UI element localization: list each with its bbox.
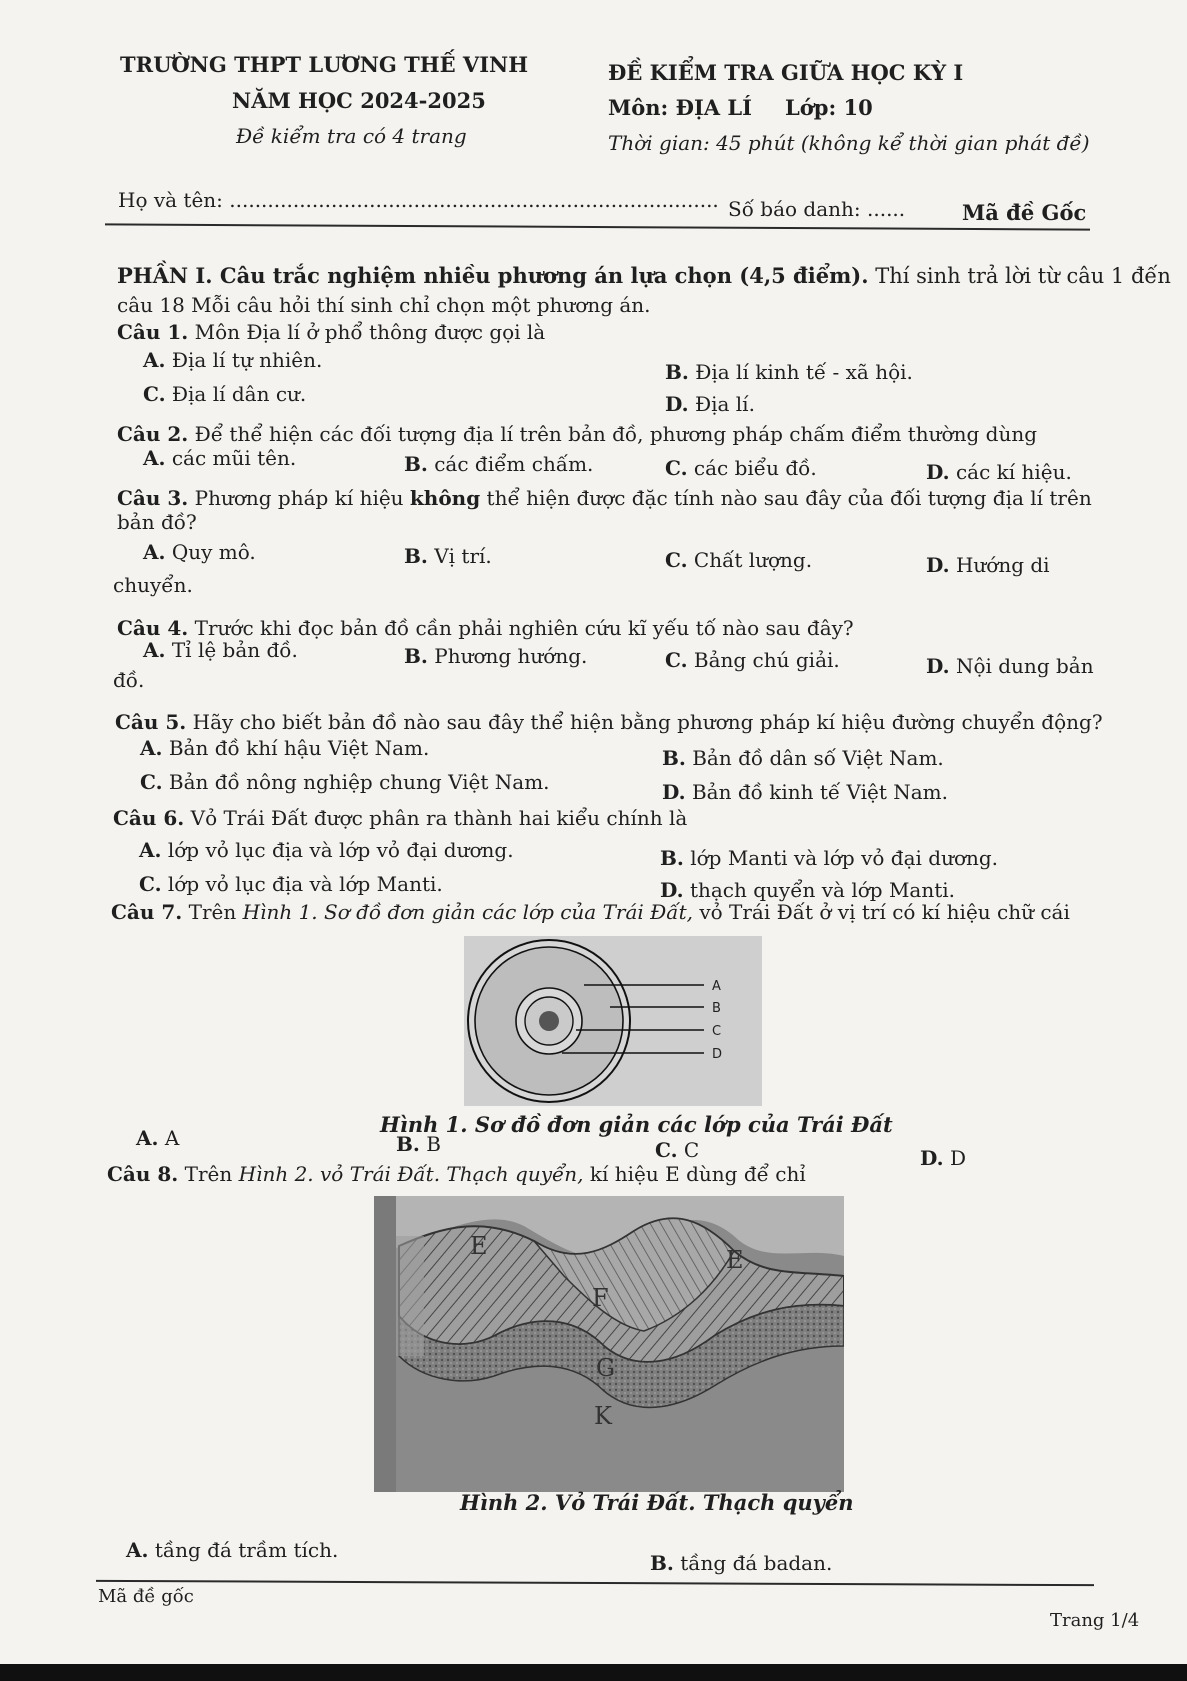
question-label: Câu 4.: [117, 616, 189, 640]
figure-lithosphere: [374, 1196, 844, 1492]
q4-option-d: D. Nội dung bản: [926, 654, 1094, 678]
question-text: Môn Địa lí ở phổ thông được gọi là: [194, 320, 546, 344]
q8-option-b: B. tầng đá badan.: [650, 1551, 833, 1575]
q5-option-c: C. Bản đồ nông nghiệp chung Việt Nam.: [140, 770, 550, 794]
q7-option-b: B. B: [396, 1132, 441, 1156]
question-text: kí hiệu E dùng để chỉ: [589, 1162, 806, 1186]
fig1-label-c: C: [712, 1024, 722, 1039]
question-5: [115, 710, 1103, 734]
fig2-label-e-left: E: [470, 1232, 488, 1260]
q7-option-d: D. D: [920, 1146, 966, 1170]
q1-option-d: D. Địa lí.: [665, 392, 755, 416]
question-label: Câu 7.: [111, 900, 183, 924]
exam-code: Mã đề Gốc: [962, 200, 1087, 225]
scan-edge: [0, 1664, 1187, 1681]
question-1: [117, 320, 545, 344]
q4-option-b: B. Phương hướng.: [404, 644, 588, 668]
q3-option-b: B. Vị trí.: [404, 544, 492, 568]
question-label: Câu 3.: [117, 486, 189, 510]
grade-label: Lớp: 10: [785, 95, 873, 120]
question-text: Phương pháp kí hiệu: [194, 486, 404, 510]
question-label: Câu 8.: [107, 1162, 179, 1186]
q4-option-c: C. Bảng chú giải.: [665, 648, 840, 672]
question-3-cont: bản đồ?: [117, 510, 197, 534]
school-year: NĂM HỌC 2024-2025: [232, 88, 486, 113]
q3-option-d-cont: chuyển.: [113, 573, 193, 597]
figure-2-caption: Hình 2. Vỏ Trái Đất. Thạch quyển: [460, 1490, 854, 1515]
question-7: [111, 900, 1070, 924]
school-name: TRƯỜNG THPT LƯƠNG THẾ VINH: [120, 52, 529, 77]
question-text: Trên: [188, 900, 237, 924]
fig2-label-f: F: [592, 1284, 609, 1312]
question-text: Hãy cho biết bản đồ nào sau đây thể hiện bằng phương pháp kí hiệu đường chuyển động?: [192, 710, 1103, 734]
fig1-label-a: A: [712, 979, 721, 994]
question-text: thể hiện được đặc tính nào sau đây của đối tượng địa lí trên: [486, 486, 1092, 510]
q7-option-c: C. C: [655, 1138, 700, 1162]
question-text: Để thể hiện các đối tượng địa lí trên bản đồ, phương pháp chấm điểm thường dùng: [194, 422, 1038, 446]
question-label: Câu 5.: [115, 710, 187, 734]
fig2-label-g: G: [596, 1354, 616, 1382]
question-text: Trước khi đọc bản đồ cần phải nghiên cứu kĩ yếu tố nào sau đây?: [194, 616, 854, 640]
fig1-label-b: B: [712, 1001, 721, 1016]
earth-layers-diagram: [464, 936, 762, 1106]
figure-reference: Hình 1. Sơ đồ đơn giản các lớp của Trái Đất,: [242, 900, 693, 924]
question-text: Vỏ Trái Đất được phân ra thành hai kiểu chính là: [190, 806, 688, 830]
question-label: Câu 1.: [117, 320, 189, 344]
section-title-line: [117, 263, 1171, 288]
question-label: Câu 6.: [113, 806, 185, 830]
q2-option-b: B. các điểm chấm.: [404, 452, 594, 476]
question-label: Câu 2.: [117, 422, 189, 446]
q2-option-a: A. các mũi tên.: [143, 446, 297, 470]
time-note: Thời gian: 45 phút (không kể thời gian phát đề): [608, 131, 1090, 155]
question-text: vỏ Trái Đất ở vị trí có kí hiệu chữ cái: [699, 900, 1070, 924]
question-3: [117, 486, 1092, 510]
q5-option-b: B. Bản đồ dân số Việt Nam.: [662, 746, 944, 770]
q3-option-a: A. Quy mô.: [143, 540, 256, 564]
q5-option-d: D. Bản đồ kinh tế Việt Nam.: [662, 780, 949, 804]
q2-option-d: D. các kí hiệu.: [926, 460, 1072, 484]
exam-title: ĐỀ KIỂM TRA GIỮA HỌC KỲ I: [608, 60, 964, 85]
section-title: PHẦN I. Câu trắc nghiệm nhiều phương án lựa chọn (4,5 điểm).: [117, 263, 869, 288]
question-text: Trên: [184, 1162, 233, 1186]
question-4: [117, 616, 854, 640]
section-instruction-b: câu 18 Mỗi câu hỏi thí sinh chỉ chọn một phương án.: [117, 293, 651, 317]
section-instruction-a: Thí sinh trả lời từ câu 1 đến: [875, 264, 1171, 288]
q7-option-a: A. A: [136, 1126, 180, 1150]
pages-note: Đề kiểm tra có 4 trang: [236, 124, 467, 148]
footer-divider: [96, 1580, 1094, 1586]
q4-option-d-cont: đồ.: [113, 668, 145, 692]
q6-option-d: D. thạch quyển và lớp Manti.: [660, 878, 956, 902]
question-2: [117, 422, 1037, 446]
q1-option-b: B. Địa lí kinh tế - xã hội.: [665, 360, 913, 384]
header-divider: [105, 223, 1090, 230]
fig2-label-e-right: E: [726, 1246, 744, 1274]
figure-earth-layers: [464, 936, 762, 1106]
q5-option-a: A. Bản đồ khí hậu Việt Nam.: [140, 736, 430, 760]
figure-reference: Hình 2. vỏ Trái Đất. Thạch quyển,: [238, 1162, 584, 1186]
q1-option-a: A. Địa lí tự nhiên.: [143, 348, 323, 372]
fig1-label-d: D: [712, 1047, 723, 1062]
lithosphere-diagram: [374, 1196, 844, 1492]
page-number: Trang 1/4: [1050, 1610, 1140, 1631]
student-id-field: Số báo danh: ......: [728, 197, 906, 221]
subject-label: Môn: ĐỊA LÍ: [608, 95, 752, 120]
q3-option-c: C. Chất lượng.: [665, 548, 813, 572]
q1-option-c: C. Địa lí dân cư.: [143, 382, 307, 406]
q4-option-a: A. Tỉ lệ bản đồ.: [143, 638, 298, 662]
q8-option-a: A. tầng đá trầm tích.: [126, 1538, 339, 1562]
figure-1-caption: Hình 1. Sơ đồ đơn giản các lớp của Trái Đất: [380, 1112, 893, 1137]
q6-option-b: B. lớp Manti và lớp vỏ đại dương.: [660, 846, 999, 870]
student-name-field: Họ và tên: .............................................................................: [118, 188, 719, 212]
q2-option-c: C. các biểu đồ.: [665, 456, 817, 480]
q3-option-d: D. Hướng di: [926, 553, 1050, 577]
footer-code: Mã đề gốc: [98, 1586, 194, 1607]
q6-option-c: C. lớp vỏ lục địa và lớp Manti.: [139, 872, 443, 896]
fig2-label-k: K: [594, 1402, 612, 1430]
question-8: [107, 1162, 806, 1186]
question-6: [113, 806, 687, 830]
question-emphasis: không: [409, 486, 481, 510]
q6-option-a: A. lớp vỏ lục địa và lớp vỏ đại dương.: [139, 838, 514, 862]
